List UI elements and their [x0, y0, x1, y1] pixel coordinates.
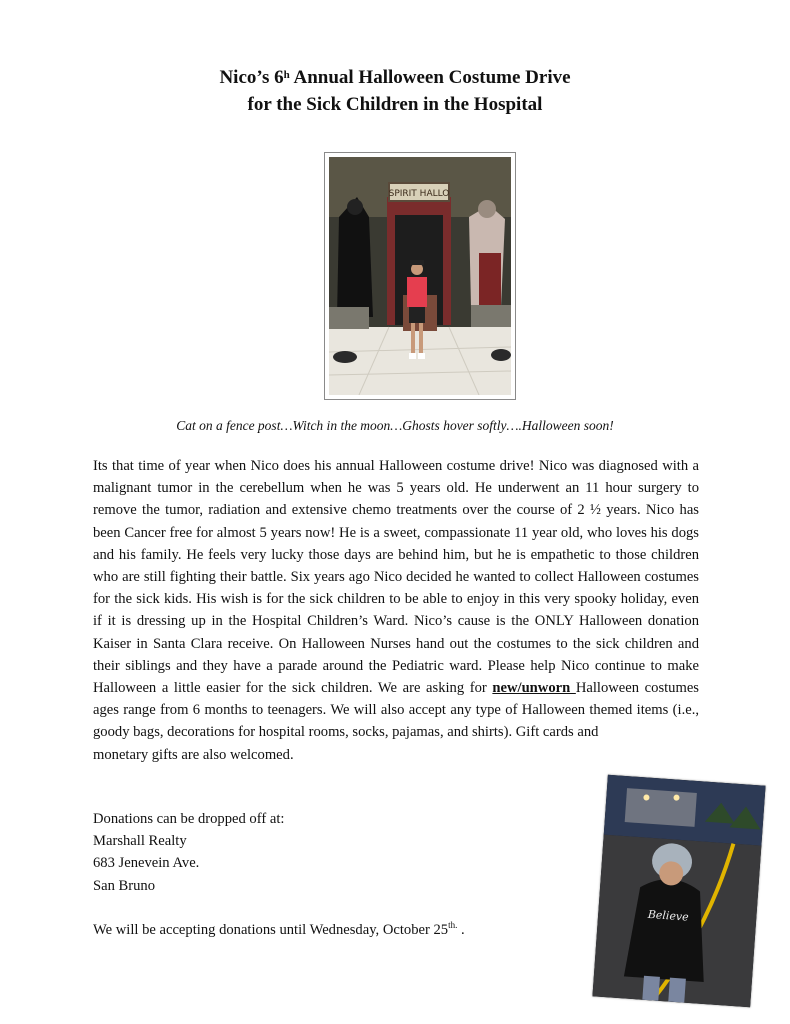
believe-shirt-text: Believe	[647, 907, 690, 924]
body-paragraph: Its that time of year when Nico does his annual Halloween costume drive! Nico was diagnosed with a malignant tumor in the cerebellum when he was 5 years old. He underwent an 11 hour surgery to remove the tumor, radiation and extensive chemo treatments over the course of 2 ½ years. Nico has been Cancer free for almost 5 years now! He is a sweet, compassionate 11 year old, who loves his dogs and his family. He feels very lucky those days are behind him, but he is empathetic to those children who are still fighting their battle. Six years ago Nico decided he wanted to collect Halloween costumes for the sick kids. His wish is for the sick children to be able to enjoy in this very spooky holiday, even if it is dressing up in the Hospital Children’s Ward. Nico’s cause is the ONLY Halloween donation Kaiser in Santa Clara receive. On Halloween Nurses hand out the costumes to the sick children and their siblings and they have a parade around the Pediatric ward. Please help Nico continue to make Halloween a little easier for the sick children. We are asking for new/unworn Halloween costumes ages range from 6 months to teenagers. We will also accept any type of Halloween themed items (i.e., goody bags, decorations for hospital rooms, socks, pajamas, and shirts). Gift cards and monetary gifts are also welcomed.	[93, 458, 699, 763]
halloween-entrance-photo	[324, 152, 516, 400]
page-title	[0, 64, 790, 118]
spirit-halloween-sign: SPIRIT HALLO	[388, 189, 450, 199]
entrance-photo-illustration	[329, 157, 511, 395]
title-line-2: for the Sick Children in the Hospital	[247, 94, 543, 115]
dropoff-intro: Donations can be dropped off at:	[93, 811, 285, 827]
photo-caption: Cat on a fence post…Witch in the moon…Ghosts hover softly….Halloween soon!	[176, 418, 614, 433]
deadline-text: We will be accepting donations until Wednesday, October $25^{th.}$ .	[93, 920, 465, 938]
nico-night-photo	[592, 775, 765, 1007]
night-photo-illustration	[592, 775, 765, 1007]
dropoff-name: Marshall Realty	[93, 833, 187, 850]
new-unworn-emphasis: new/unworn	[492, 680, 576, 697]
dropoff-street: 683 Jenevein Ave.	[93, 855, 200, 872]
dropoff-city: San Bruno	[93, 877, 156, 894]
dropoff-address	[93, 808, 284, 897]
title-line-1: Nico’s 6$^h$ Annual Halloween Costume Drive	[219, 67, 571, 88]
